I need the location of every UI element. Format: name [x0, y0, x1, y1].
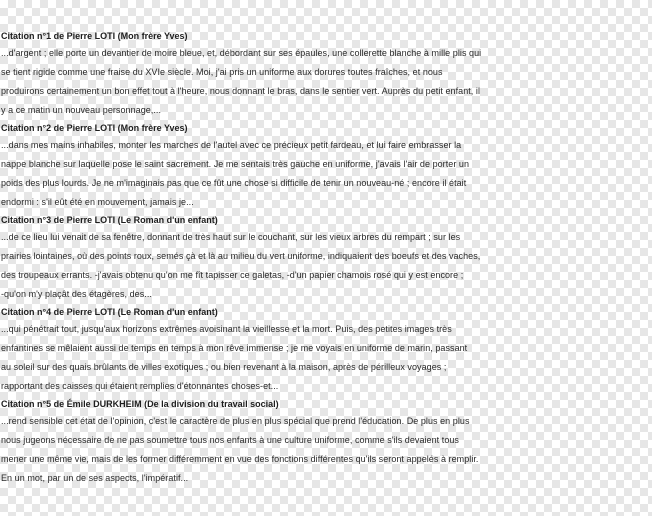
citation-title: Citation n°5 de Émile DURKHEIM (De la division du travail social): [1, 399, 279, 409]
citation-text-line: des troupeaux errants. -j'avais obtenu qu'on me fît tapisser ce galetas, -d'un papier chamois rosé qui y est encore ;: [1, 270, 464, 280]
citation-text-line: au soleil sur des quais brûlants de villes exotiques ; ou bien revenant à la maison, après de périlleux voyages ;: [1, 362, 447, 372]
citation-text-line: -qu'on m'y plaçât des étagères, des...: [1, 289, 152, 299]
citation-text-line: ...rend sensible cet état de l'opinion, c'est le caractère de plus en plus spécial que prend l'éducation. De plus en plus: [1, 416, 470, 426]
citation-text-line: produirons certainement un bon effet tout à l'heure, nous donnant le bras, dans le sentier vert. Auprès du petit enfant, il: [1, 86, 481, 96]
citation-5: [0, 396, 652, 488]
citation-text-line: y a ce matin un nouveau personnage,...: [1, 105, 162, 115]
citation-text-line: mener une même vie, mais de les former différemment en vue des fonctions différentes qu'ils seront appelés à remplir.: [1, 454, 479, 464]
citation-text-line: En un mot, par un de ses aspects, l'impératif...: [1, 473, 189, 483]
citation-title: Citation n°1 de Pierre LOTI (Mon frère Yves): [1, 31, 188, 41]
citation-3: [0, 212, 652, 304]
citation-text-line: ...dans mes mains inhabiles, monter les marches de l'autel avec ce précieux petit fardeau, et lui faire embrasser la: [1, 140, 462, 150]
citation-text-line: ...de ce lieu lui venait de sa fenêtre, donnant de très haut sur le couchant, sur les vieux arbres du rempart ; sur les: [1, 232, 461, 242]
citation-text-line: enfantines se mêlaient aussi de temps en temps à mon rêve immense ; je me voyais en uniforme de marin, passant: [1, 343, 468, 353]
citation-4: [0, 304, 652, 396]
citation-text-line: ...qui pénétrait tout, jusqu'aux horizons extrêmes avoisinant la vieillesse et la mort. Puis, des petites images très: [1, 324, 452, 334]
citation-text-line: se tient rigide comme une fraise du XVIe siècle. Moi, j'ai pris un uniforme aux dorures toutes fraîches, et nous: [1, 67, 443, 77]
citation-text-line: nappe blanche sur laquelle pose le saint sacrement. Je me sentais très gauche en uniforme, j'avais l'air de porter un: [1, 159, 470, 169]
citation-text-line: prairies lointaines, où des points roux, semés çà et là au milieu du vert uniforme, indiquaient des boeufs et des vaches,: [1, 251, 481, 261]
citation-text-line: poids des plus lourds. Je ne m'imaginais pas que ce fût une chose si difficile de tenir un nouveau-né ; encore il était: [1, 178, 467, 188]
citation-text-line: ...d'argent ; elle porte un devantier de moire bleue, et, débordant sur ses épaules, une collerette blanche à mille plis qui: [1, 48, 482, 58]
citations-document: [0, 28, 652, 488]
citation-text-line: rapportant des caisses qui étaient remplies d'étonnantes choses-et...: [1, 381, 279, 391]
citation-title: Citation n°3 de Pierre LOTI (Le Roman d'un enfant): [1, 215, 218, 225]
citation-title: Citation n°2 de Pierre LOTI (Mon frère Yves): [1, 123, 188, 133]
citation-2: [0, 120, 652, 212]
citation-title: Citation n°4 de Pierre LOTI (Le Roman d'un enfant): [1, 307, 218, 317]
citation-text-line: endormi : s'il eût été en mouvement, jamais je...: [1, 197, 194, 207]
citation-text-line: nous jugeons nécessaire de ne pas soumettre tous nos enfants à une culture uniforme, comme s'ils devaient tous: [1, 435, 459, 445]
citation-1: [0, 28, 652, 120]
